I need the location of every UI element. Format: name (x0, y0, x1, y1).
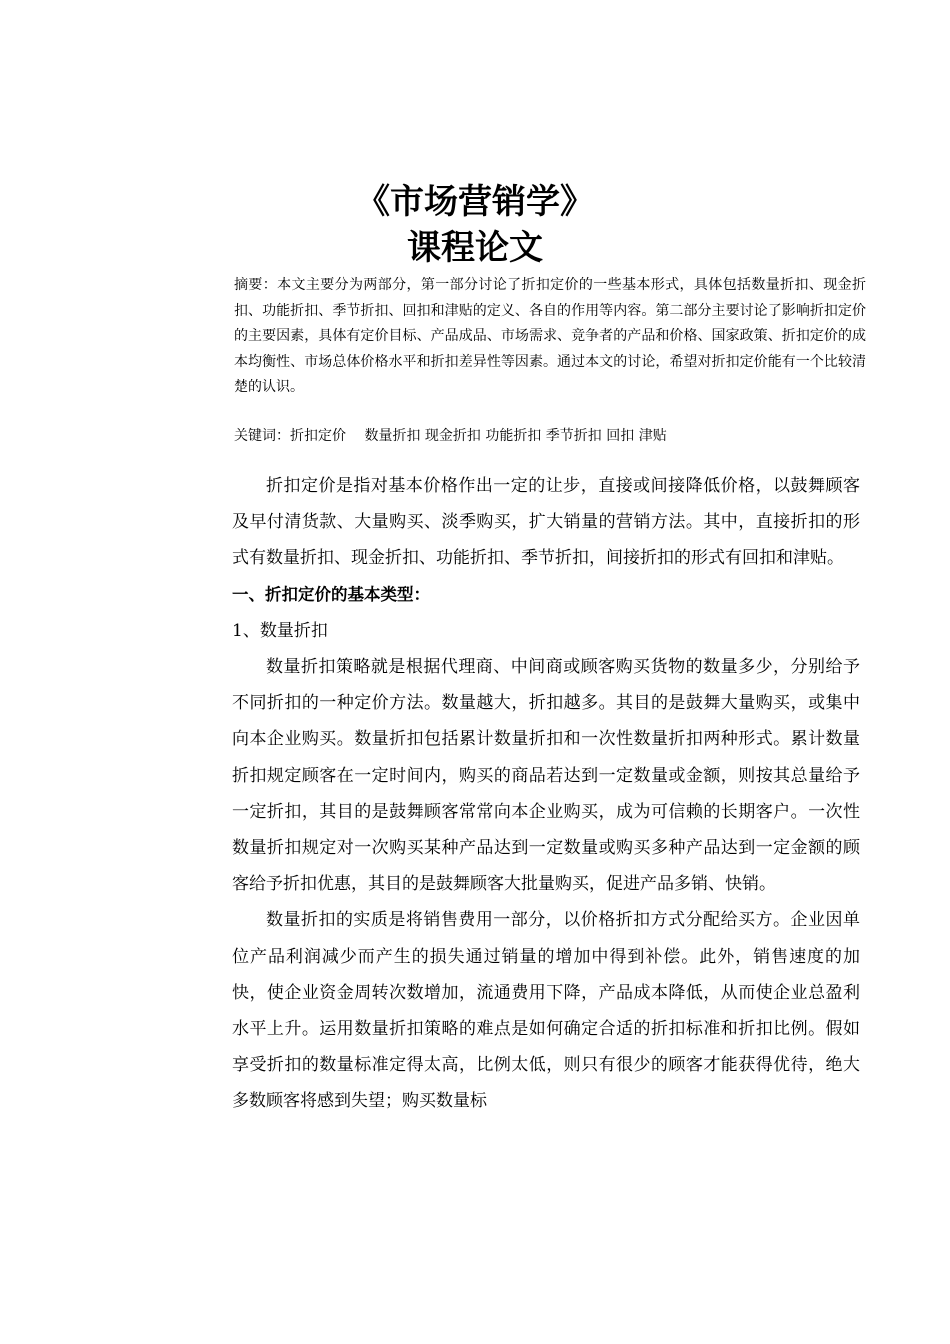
abstract: 摘要：本文主要分为两部分，第一部分讨论了折扣定价的一些基本形式，具体包括数量折扣、现金折扣、功能折扣、季节折扣、回扣和津贴的定义、各自的作用等内容。第二部分主要讨论了影响折扣定价的主要因素，具体有定价目标、产品成品、市场需求、竞争者的产品和价格、国家政策、折扣定价的成本均衡性、市场总体价格水平和折扣差异性等因素。通过本文的讨论，希望对折扣定价能有一个比较清楚的认识。 (234, 277, 866, 395)
intro-paragraph: 折扣定价是指对基本价格作出一定的让步，直接或间接降低价格，以鼓舞顾客及早付清货款、大量购买、淡季购买，扩大销量的营销方法。其中，直接折扣的形式有数量折扣、现金折扣、功能折扣、季节折扣，间接折扣的形式有回扣和津贴。 (232, 476, 860, 569)
paragraph: 数量折扣的实质是将销售费用一部分，以价格折扣方式分配给买方。企业因单位产品利润减少而产生的损失通过销量的增加中得到补偿。此外，销售速度的加快，使企业资金周转次数增加，流通费用下降，产品成本降低，从而使企业总盈利水平上升。运用数量折扣策略的难点是如何确定合适的折扣标准和折扣比例。假如享受折扣的数量标准定得太高，比例太低，则只有很少的顾客才能获得优待，绝大多数顾客将感到失望；购买数量标 (232, 910, 860, 1112)
title-line-2: 课程论文 (407, 228, 543, 268)
keywords: 关键词：折扣定价 数量折扣 现金折扣 功能折扣 季节折扣 回扣 津贴 (234, 428, 667, 444)
section-heading: 一、折扣定价的基本类型： (232, 584, 430, 604)
title-line-1: 《市场营销学》 (356, 182, 594, 222)
subsection-heading: 1、数量折扣 (232, 620, 328, 641)
paragraph: 数量折扣策略就是根据代理商、中间商或顾客购买货物的数量多少，分别给予不同折扣的一种定价方法。数量越大，折扣越多。其目的是鼓舞大量购买，或集中向本企业购买。数量折扣包括累计数量折扣和一次性数量折扣两种形式。累计数量折扣规定顾客在一定时间内，购买的商品若达到一定数量或金额，则按其总量给予一定折扣，其目的是鼓舞顾客常常向本企业购买，成为可信赖的长期客户。一次性数量折扣规定对一次购买某种产品达到一定数量或购买多种产品达到一定金额的顾客给予折扣优惠，其目的是鼓舞顾客大批量购买，促进产品多销、快销。 (232, 657, 860, 895)
body-text (232, 468, 860, 1120)
